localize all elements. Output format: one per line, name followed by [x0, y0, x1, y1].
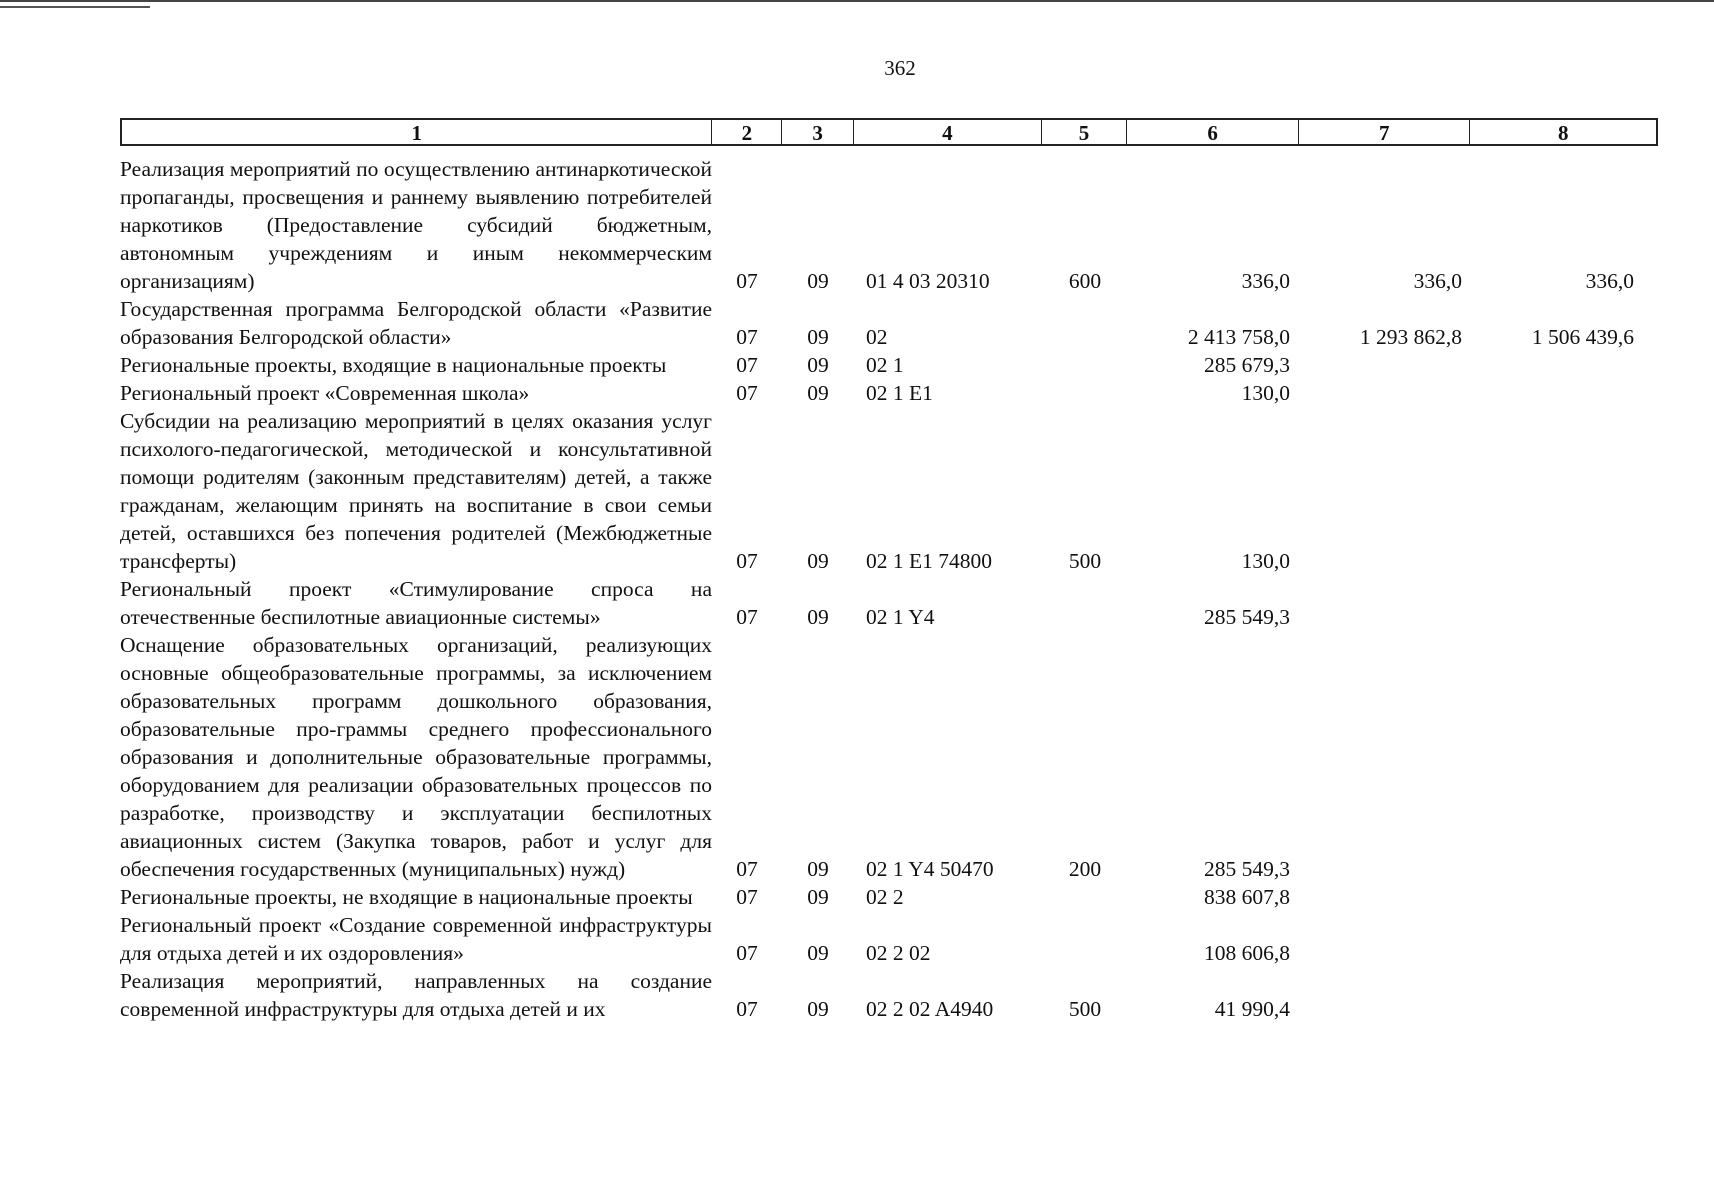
row-amount-col6: 285 549,3: [1204, 605, 1290, 629]
row-amount-col6: 130,0: [1241, 549, 1290, 573]
table-row: [120, 407, 1658, 575]
row-amount-col6: 336,0: [1241, 269, 1290, 293]
header-col-1: 1: [122, 120, 712, 144]
row-description: Региональный проект «Современная школа»: [120, 381, 530, 405]
row-description: Региональный проект «Стимулирование спроса на отечественные беспилотные авиационные системы»: [120, 577, 712, 629]
row-target-code: 01 4 03 20310: [866, 269, 990, 293]
row-amount-col6: 130,0: [1241, 381, 1290, 405]
row-target-code: 02 2 02: [866, 941, 931, 965]
header-col-7: 7: [1299, 120, 1471, 144]
table-row: [120, 967, 1658, 1023]
header-col-6: 6: [1127, 120, 1299, 144]
row-target-code: 02 1: [866, 353, 904, 377]
top-scan-rule-short: [0, 6, 150, 8]
table-row: [120, 911, 1658, 967]
table-row: [120, 295, 1658, 351]
row-subsection: 09: [807, 605, 829, 629]
row-section: 07: [736, 941, 758, 965]
row-subsection: 09: [807, 997, 829, 1021]
row-description: Субсидии на реализацию мероприятий в целях оказания услуг психолого-педагогической, методической и консультативной помощи родителям (законным представителям) детей, а также гражданам, желающим принять на воспитание в свои семьи детей, оставшихся без попечения родителей (Межбюджетные трансферты): [120, 409, 712, 573]
row-amount-col6: 285 549,3: [1204, 857, 1290, 881]
row-expense-type: 500: [1068, 549, 1102, 573]
row-subsection: 09: [807, 325, 829, 349]
table-row: [120, 575, 1658, 631]
row-subsection: 09: [807, 885, 829, 909]
row-section: 07: [736, 857, 758, 881]
row-expense-type: 500: [1068, 997, 1102, 1021]
row-target-code: 02 2: [866, 885, 904, 909]
row-target-code: 02 1 Y4: [866, 605, 935, 629]
row-description: Региональный проект «Создание современной инфраструктуры для отдыха детей и их оздоровления»: [120, 913, 712, 965]
row-target-code: 02 2 02 A4940: [866, 997, 994, 1021]
header-col-2: 2: [712, 120, 782, 144]
header-col-3: 3: [782, 120, 854, 144]
row-expense-type: 600: [1068, 269, 1102, 293]
row-amount-col6: 838 607,8: [1204, 885, 1290, 909]
header-col-8: 8: [1557, 121, 1569, 145]
row-section: 07: [736, 997, 758, 1021]
row-subsection: 09: [807, 549, 829, 573]
row-section: 07: [736, 325, 758, 349]
table-row: [120, 155, 1658, 295]
row-description: Региональные проекты, входящие в национальные проекты: [120, 353, 667, 377]
row-section: 07: [736, 269, 758, 293]
row-expense-type: 200: [1068, 857, 1102, 881]
row-target-code: 02 1 E1 74800: [866, 549, 993, 573]
page-number: 362: [884, 56, 916, 80]
row-section: 07: [736, 605, 758, 629]
header-col-5: 5: [1042, 120, 1128, 144]
row-subsection: 09: [807, 381, 829, 405]
row-section: 07: [736, 381, 758, 405]
row-description: Реализация мероприятий по осуществлению антинаркотической пропаганды, просвещения и раннему выявлению потребителей наркотиков (Предоставление субсидий бюджетным, автономным учреждениям и иным некоммерческим организациям): [120, 157, 712, 293]
row-description: Оснащение образовательных организаций, реализующих основные общеобразовательные программы, за исключением образовательных программ дошкольного образования, образовательные про-граммы среднего профессионального образования и дополнительные образовательные программы, оборудованием для реализации образовательных процессов по разработке, производству и эксплуатации беспилотных авиационных систем (Закупка товаров, работ и услуг для обеспечения государственных (муниципальных) нужд): [120, 633, 712, 881]
row-amount-col7: 1 293 862,8: [1359, 325, 1462, 349]
row-subsection: 09: [807, 857, 829, 881]
table-row: [120, 379, 1658, 407]
row-target-code: 02: [866, 325, 888, 349]
row-amount-col6: 2 413 758,0: [1187, 325, 1290, 349]
row-subsection: 09: [807, 941, 829, 965]
row-subsection: 09: [807, 269, 829, 293]
top-scan-rule: [0, 0, 1714, 2]
row-section: 07: [736, 885, 758, 909]
table-header: [120, 118, 1658, 146]
row-amount-col6: 285 679,3: [1204, 353, 1290, 377]
row-target-code: 02 1 E1: [866, 381, 933, 405]
row-amount-col7: 336,0: [1413, 269, 1462, 293]
table-row: [120, 883, 1658, 911]
row-section: 07: [736, 353, 758, 377]
table-body: [120, 155, 1658, 1023]
row-section: 07: [736, 549, 758, 573]
header-col-4: 4: [854, 120, 1042, 144]
row-amount-col8: 1 506 439,6: [1531, 325, 1634, 349]
row-description: Региональные проекты, не входящие в национальные проекты: [120, 885, 693, 909]
row-subsection: 09: [807, 353, 829, 377]
row-amount-col6: 41 990,4: [1214, 997, 1290, 1021]
row-amount-col8: 336,0: [1585, 269, 1634, 293]
table-row: [120, 351, 1658, 379]
table-row: [120, 631, 1658, 883]
row-target-code: 02 1 Y4 50470: [866, 857, 994, 881]
row-description: Государственная программа Белгородской области «Развитие образования Белгородской области»: [120, 297, 712, 349]
row-description: Реализация мероприятий, направленных на создание современной инфраструктуры для отдыха детей и их: [120, 969, 712, 1021]
row-amount-col6: 108 606,8: [1204, 941, 1290, 965]
